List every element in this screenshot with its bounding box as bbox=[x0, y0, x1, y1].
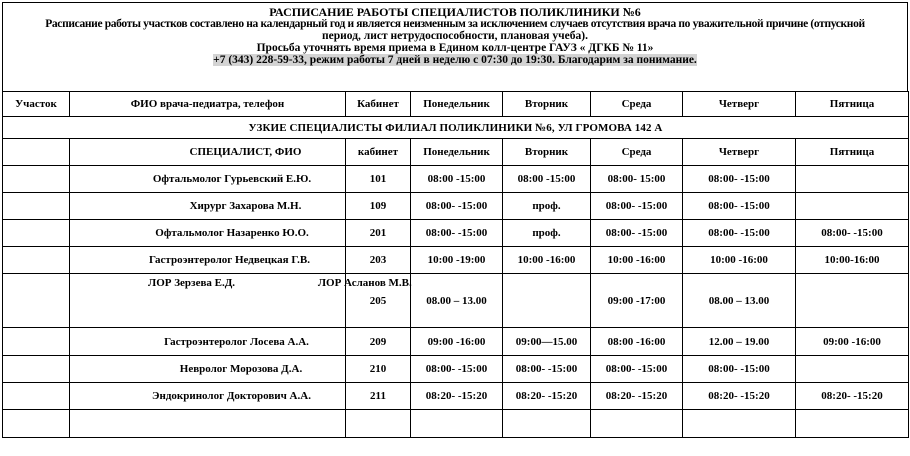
cabinet-cell: 203 bbox=[346, 247, 411, 274]
subheader-mon: Понедельник bbox=[411, 139, 503, 166]
empty-cell bbox=[3, 247, 70, 274]
wed-cell: 08:00- -15:00 bbox=[591, 193, 683, 220]
cabinet-cell: 210 bbox=[346, 356, 411, 383]
empty-cell bbox=[3, 166, 70, 193]
schedule-table bbox=[2, 91, 909, 438]
empty-cell bbox=[346, 410, 411, 438]
cabinet-cell: 101 bbox=[346, 166, 411, 193]
table-row bbox=[3, 193, 909, 220]
table-row bbox=[3, 166, 909, 193]
fri-cell: 10:00-16:00 bbox=[796, 247, 909, 274]
fri-cell bbox=[796, 166, 909, 193]
table-row bbox=[3, 356, 909, 383]
subheader-wed: Среда bbox=[591, 139, 683, 166]
subheader-tue: Вторник bbox=[503, 139, 591, 166]
notice-title: РАСПИСАНИЕ РАБОТЫ СПЕЦИАЛИСТОВ ПОЛИКЛИНИКИ №6 bbox=[269, 5, 641, 19]
fri-cell: 09:00 -16:00 bbox=[796, 328, 909, 356]
table-row bbox=[3, 328, 909, 356]
table-row bbox=[3, 247, 909, 274]
empty-cell bbox=[796, 410, 909, 438]
wed-cell: 08:00- 15:00 bbox=[591, 166, 683, 193]
fri-cell: 08:20- -15:20 bbox=[796, 383, 909, 410]
empty-cell bbox=[3, 220, 70, 247]
thu-cell: 08:00- -15:00 bbox=[683, 166, 796, 193]
thu-cell: 12.00 – 19.00 bbox=[683, 328, 796, 356]
mon-cell: 08:00- -15:00 bbox=[411, 220, 503, 247]
wed-cell: 08:00- -15:00 bbox=[591, 220, 683, 247]
thu-cell: 08:20- -15:20 bbox=[683, 383, 796, 410]
section-title: УЗКИЕ СПЕЦИАЛИСТЫ ФИЛИАЛ ПОЛИКЛИНИКИ №6, УЛ ГРОМОВА 142 А bbox=[3, 117, 909, 139]
doctor-name: Эндокринолог Докторович А.А. bbox=[70, 383, 346, 410]
header-tue: Вторник bbox=[503, 92, 591, 117]
empty-cell bbox=[3, 274, 70, 328]
schedule-sheet bbox=[2, 2, 908, 452]
empty-cell bbox=[3, 383, 70, 410]
mon-cell: 08:00- -15:00 bbox=[411, 356, 503, 383]
subheader-row bbox=[3, 139, 909, 166]
empty-row bbox=[3, 410, 909, 438]
doctor-name: Гастроэнтеролог Лосева А.А. bbox=[70, 328, 346, 356]
mon-cell: 08:00 -15:00 bbox=[411, 166, 503, 193]
empty-cell bbox=[3, 410, 70, 438]
notice-line-3: период, лист нетрудоспособности, плановая учеба). bbox=[322, 30, 588, 42]
header-thu: Четверг bbox=[683, 92, 796, 117]
tue-cell: проф. bbox=[503, 193, 591, 220]
header-wed: Среда bbox=[591, 92, 683, 117]
header-fri: Пятница bbox=[796, 92, 909, 117]
header-uchastok: Участок bbox=[3, 92, 70, 117]
empty-cell bbox=[3, 328, 70, 356]
thu-cell: 08:00- -15:00 bbox=[683, 356, 796, 383]
cabinet-cell: 209 bbox=[346, 328, 411, 356]
header-mon: Понедельник bbox=[411, 92, 503, 117]
notice-line-2: Расписание работы участков составлено на календарный год и является неизменным за исключением случаев отсутствия врача по уважительной причине (отпускной bbox=[45, 18, 865, 30]
tue-cell: 10:00 -16:00 bbox=[503, 247, 591, 274]
empty-cell bbox=[591, 410, 683, 438]
wed-cell: 08:00 -16:00 bbox=[591, 328, 683, 356]
empty-cell bbox=[683, 410, 796, 438]
header-fio: ФИО врача-педиатра, телефон bbox=[70, 92, 346, 117]
mon-cell: 08:00- -15:00 bbox=[411, 193, 503, 220]
empty-cell bbox=[3, 356, 70, 383]
cabinet-cell: 205 bbox=[346, 274, 411, 328]
subheader-fri: Пятница bbox=[796, 139, 909, 166]
subheader-spec: СПЕЦИАЛИСТ, ФИО bbox=[70, 139, 346, 166]
thu-cell: 08:00- -15:00 bbox=[683, 220, 796, 247]
lor-name-2: ЛОР Асланов М.В. bbox=[317, 277, 412, 289]
doctor-name: Офтальмолог Назаренко Ю.О. bbox=[70, 220, 346, 247]
mon-cell: 08.00 – 13.00 bbox=[411, 274, 503, 328]
notice-contact: +7 (343) 228-59-33, режим работы 7 дней в неделю с 07:30 до 19:30. Благодарим за понимание. bbox=[213, 54, 697, 66]
tue-cell: 08:00 -15:00 bbox=[503, 166, 591, 193]
empty-cell bbox=[3, 139, 70, 166]
empty-cell bbox=[411, 410, 503, 438]
section-row bbox=[3, 117, 909, 139]
tue-cell: 08:20- -15:20 bbox=[503, 383, 591, 410]
mon-cell: 09:00 -16:00 bbox=[411, 328, 503, 356]
fri-cell: 08:00- -15:00 bbox=[796, 220, 909, 247]
fri-cell bbox=[796, 274, 909, 328]
subheader-thu: Четверг bbox=[683, 139, 796, 166]
empty-cell bbox=[503, 410, 591, 438]
doctor-name: Хирург Захарова М.Н. bbox=[70, 193, 346, 220]
fri-cell bbox=[796, 356, 909, 383]
mon-cell: 08:20- -15:20 bbox=[411, 383, 503, 410]
cabinet-cell: 201 bbox=[346, 220, 411, 247]
notice-line-4: Просьба уточнять время приема в Едином колл-центре ГАУЗ « ДГКБ № 11» bbox=[256, 42, 654, 54]
empty-cell bbox=[3, 193, 70, 220]
wed-cell: 08:00- -15:00 bbox=[591, 356, 683, 383]
thu-cell: 08:00- -15:00 bbox=[683, 193, 796, 220]
thu-cell: 08.00 – 13.00 bbox=[683, 274, 796, 328]
notice-line-5 bbox=[3, 54, 907, 66]
tue-cell: 08:00- -15:00 bbox=[503, 356, 591, 383]
fri-cell bbox=[796, 193, 909, 220]
schedule-notice bbox=[2, 2, 908, 92]
table-row-lor bbox=[3, 274, 909, 328]
wed-cell: 09:00 -17:00 bbox=[591, 274, 683, 328]
cabinet-cell: 211 bbox=[346, 383, 411, 410]
table-row bbox=[3, 220, 909, 247]
table-row bbox=[3, 383, 909, 410]
doctor-name: Невролог Морозова Д.А. bbox=[70, 356, 346, 383]
subheader-cabinet: кабинет bbox=[346, 139, 411, 166]
header-cabinet: Кабинет bbox=[346, 92, 411, 117]
table-header-row bbox=[3, 92, 909, 117]
tue-cell: проф. bbox=[503, 220, 591, 247]
lor-name-1: ЛОР Зерзева Е.Д. bbox=[148, 277, 236, 289]
mon-cell: 10:00 -19:00 bbox=[411, 247, 503, 274]
wed-cell: 08:20- -15:20 bbox=[591, 383, 683, 410]
tue-cell: 09:00—15.00 bbox=[503, 328, 591, 356]
tue-cell bbox=[503, 274, 591, 328]
empty-cell bbox=[70, 410, 346, 438]
doctor-name: Гастроэнтеролог Недвецкая Г.В. bbox=[70, 247, 346, 274]
doctor-name: Офтальмолог Гурьевский Е.Ю. bbox=[70, 166, 346, 193]
thu-cell: 10:00 -16:00 bbox=[683, 247, 796, 274]
cabinet-cell: 109 bbox=[346, 193, 411, 220]
wed-cell: 10:00 -16:00 bbox=[591, 247, 683, 274]
